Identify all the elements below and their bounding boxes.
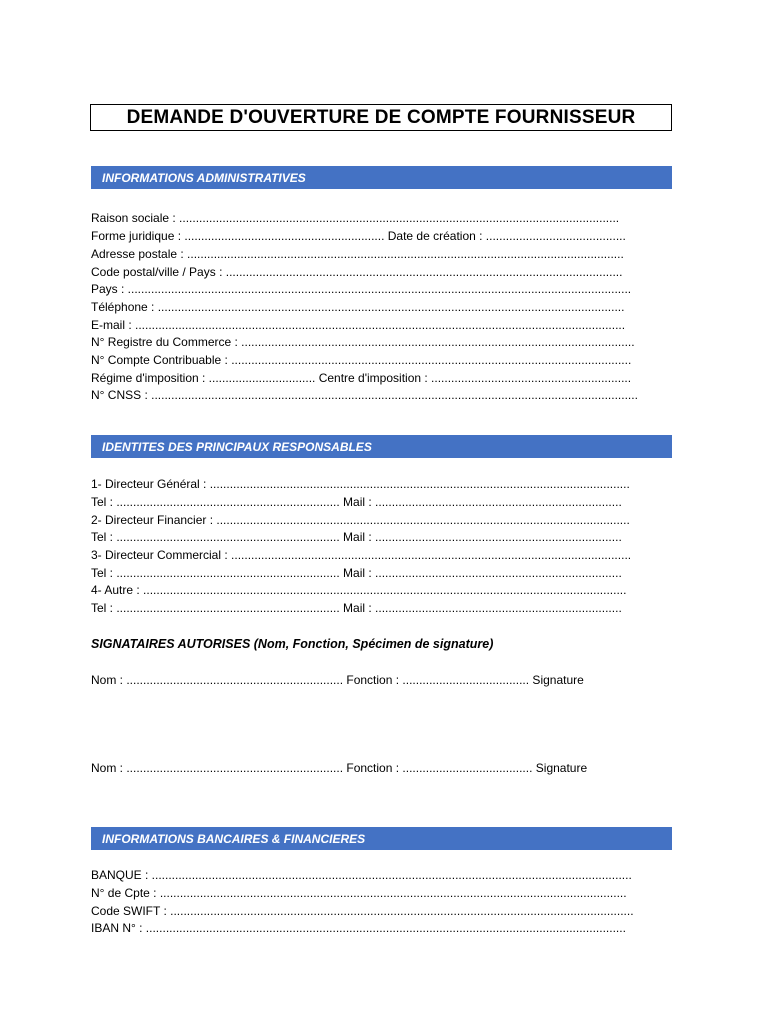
field-iban[interactable]: IBAN N° : ................................................................................................................................................ [91, 921, 626, 935]
field-raison-sociale[interactable]: Raison sociale : .................................................................................................................................... [91, 211, 620, 225]
section-banner-responsables: IDENTITES DES PRINCIPAUX RESPONSABLES [91, 435, 672, 458]
field-compte-contribuable[interactable]: N° Compte Contribuable : ........................................................................................................................ [91, 353, 632, 367]
field-telephone[interactable]: Téléphone : ............................................................................................................................................ [91, 300, 625, 314]
field-email[interactable]: E-mail : ................................................................................................................................................... [91, 318, 626, 332]
field-tel-mail-df[interactable]: Tel : ................................................................... Mail : .......................................................................... [91, 530, 622, 544]
field-directeur-commercial[interactable]: 3- Directeur Commercial : ........................................................................................................................ [91, 548, 632, 562]
document-title: DEMANDE D'OUVERTURE DE COMPTE FOURNISSEUR [90, 104, 672, 131]
field-regime-imposition[interactable]: Régime d'imposition : ................................ Centre d'imposition : ............................................................ [91, 371, 632, 385]
section-banner-admin: INFORMATIONS ADMINISTRATIVES [91, 166, 672, 189]
field-code-postal[interactable]: Code postal/ville / Pays : ....................................................................................................................... [91, 265, 623, 279]
field-autre[interactable]: 4- Autre : ................................................................................................................................................. [91, 583, 627, 597]
field-pays[interactable]: Pays : ....................................................................................................................................................... [91, 282, 632, 296]
field-signataire-2[interactable]: Nom : ................................................................. Fonction : ....................................... Signature [91, 761, 588, 775]
field-tel-mail-autre[interactable]: Tel : ................................................................... Mail : .......................................................................... [91, 601, 622, 615]
section-banner-bancaires: INFORMATIONS BANCAIRES & FINANCIERES [91, 827, 672, 850]
field-adresse-postale[interactable]: Adresse postale : ................................................................................................................................... [91, 247, 624, 261]
field-cnss[interactable]: N° CNSS : .................................................................................................................................................. [91, 388, 638, 402]
field-code-swift[interactable]: Code SWIFT : ........................................................................................................................................... [91, 904, 634, 918]
field-directeur-general[interactable]: 1- Directeur Général : .............................................................................................................................. [91, 477, 630, 491]
field-tel-mail-dc[interactable]: Tel : ................................................................... Mail : .......................................................................... [91, 566, 622, 580]
signataires-heading: SIGNATAIRES AUTORISES (Nom, Fonction, Spécimen de signature) [91, 637, 494, 651]
field-registre-commerce[interactable]: N° Registre du Commerce : ...................................................................................................................... [91, 335, 635, 349]
field-numero-compte[interactable]: N° de Cpte : ............................................................................................................................................ [91, 886, 627, 900]
field-tel-mail-dg[interactable]: Tel : ................................................................... Mail : .......................................................................... [91, 495, 622, 509]
field-banque[interactable]: BANQUE : ................................................................................................................................................ [91, 868, 632, 882]
field-signataire-1[interactable]: Nom : ................................................................. Fonction : ...................................... Signature [91, 673, 584, 687]
field-directeur-financier[interactable]: 2- Directeur Financier : ............................................................................................................................ [91, 513, 630, 527]
field-forme-juridique[interactable]: Forme juridique : ............................................................ Date de création : .......................................... [91, 229, 626, 243]
